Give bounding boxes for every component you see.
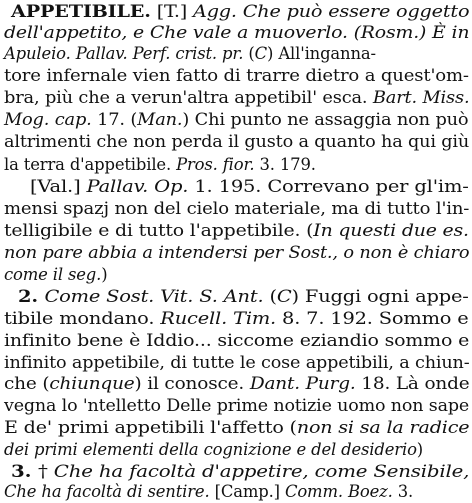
entry-line	[4, 65, 469, 87]
italic-text: Che ha facoltà d'appetire, come Sensibile,	[53, 462, 470, 481]
italic-text: Bart. Miss.	[372, 88, 470, 107]
body-text: [T.]	[150, 2, 194, 21]
italic-text: Dant. Purg.	[249, 374, 356, 393]
entry-line	[4, 131, 469, 153]
body-text: 17. (	[91, 110, 138, 129]
entry-line	[4, 352, 470, 374]
body-text: infinito bene è Iddio... siccome eziandio sommo e	[4, 331, 470, 350]
entry-line	[4, 481, 413, 503]
entry-line	[30, 176, 469, 198]
body-text: ) Fuggi ogni appe-	[291, 287, 469, 306]
entry-line	[4, 220, 469, 242]
body-text: infinito appetibile, di tutte le cose appetibili, a chiun-	[4, 353, 470, 372]
body-text: 3. 179.	[254, 155, 316, 174]
italic-text: non pare abbia a intendersi per Sost., o non è chiaro	[4, 243, 470, 262]
italic-text: Pallav. Op.	[86, 177, 189, 196]
entry-line	[18, 286, 469, 308]
body-text: E de' primi appetibili l'affetto (	[4, 418, 297, 437]
italic-text: Come Sost. Vit. S. Ant.	[44, 287, 264, 306]
headword-text: 3.	[11, 462, 38, 481]
body-text: bra, più che a verun'altra appetibil' esca.	[4, 88, 373, 107]
body-text: tibile mondano.	[4, 309, 161, 328]
body-text: mensi spazj non del cielo materiale, ma di tutto l'in-	[4, 199, 470, 218]
italic-text: Man.	[137, 110, 183, 129]
italic-text: come il seg.	[4, 265, 102, 284]
italic-text: chiunque	[49, 374, 135, 393]
body-text: ) Chi punto ne assaggia non può	[182, 110, 469, 129]
entry-line	[4, 198, 469, 220]
headword-text: APPETIBILE.	[11, 2, 151, 21]
entry-line	[4, 439, 423, 461]
headword-text: 2.	[18, 287, 45, 306]
italic-text: C	[276, 287, 292, 306]
entry-line	[4, 43, 376, 65]
body-text: altrimenti che non perda il gusto a quanto ha qui giù	[4, 132, 470, 151]
italic-text: Agg. Che può essere oggetto	[193, 2, 470, 21]
entry-line	[4, 373, 470, 395]
italic-text: Apuleio. Pallav. Perf. crist. pr.	[4, 44, 244, 63]
body-text: )	[101, 265, 108, 284]
body-text: ) il conosce.	[134, 374, 250, 393]
entry-line	[4, 242, 469, 264]
italic-text: Mog. cap.	[4, 110, 92, 129]
italic-text: In questi due es.	[313, 221, 469, 240]
body-text: )	[416, 440, 424, 459]
italic-text: C	[254, 44, 268, 63]
italic-text: dell'appetito, e Che vale a muoverlo. (Rosm.) È in	[4, 23, 470, 42]
italic-text: non si sa la radice	[296, 418, 470, 437]
entry-line	[4, 154, 316, 176]
italic-text: Rucell. Tim.	[160, 309, 277, 328]
italic-text: dei primi elementi della cognizione e del desiderio	[4, 440, 417, 459]
body-text: 18. Là onde	[355, 374, 470, 393]
entry-line	[11, 461, 469, 483]
body-text: [Val.]	[30, 177, 87, 196]
body-text: 3.	[392, 482, 414, 501]
entry-line	[4, 109, 468, 131]
italic-text: Comm. Boez.	[284, 482, 393, 501]
entry-line	[4, 417, 469, 439]
body-text: la terra d'appetibile.	[4, 155, 177, 174]
entry-line	[4, 308, 469, 330]
body-text: tore infernale vien fatto di trarre dietro a quest'om-	[4, 66, 469, 85]
entry-line	[11, 1, 469, 23]
italic-text: Che ha facoltà di sentire.	[4, 482, 210, 501]
entry-line	[4, 264, 107, 286]
body-text: 8. 7. 192. Sommo e	[276, 309, 469, 328]
entry-line	[4, 22, 469, 44]
body-text: (	[243, 44, 255, 63]
body-text: telligibile e di tutto l'appetibile. (	[4, 221, 314, 240]
body-text: che (	[4, 374, 50, 393]
italic-text: Pros. fior.	[176, 155, 255, 174]
body-text: (	[263, 287, 277, 306]
entry-line	[4, 395, 469, 417]
body-text: 1. 195. Correvano per gl'im-	[188, 177, 469, 196]
entry-line	[4, 330, 469, 352]
body-text: [Camp.]	[209, 482, 285, 501]
body-text: vegna lo 'ntelletto Delle prime notizie uomo non sape	[4, 396, 470, 415]
body-text: †	[37, 462, 54, 481]
entry-line	[4, 87, 469, 109]
body-text: ) All'inganna-	[267, 44, 376, 63]
